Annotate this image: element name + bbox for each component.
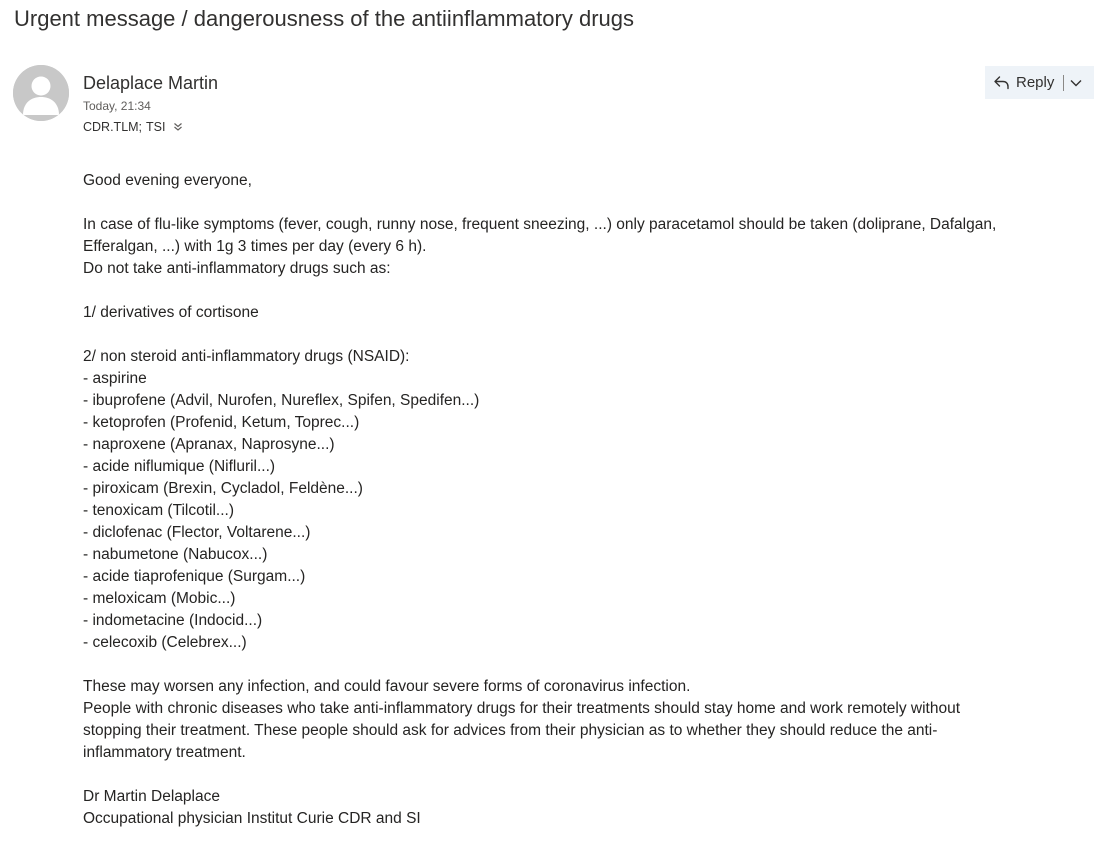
reply-arrow-icon <box>993 75 1010 90</box>
reply-button-group <box>985 66 1094 99</box>
sent-timestamp: Today, 21:34 <box>83 99 151 113</box>
message-body <box>83 170 1088 830</box>
drug-list-item: - acide niflumique (Nifluril...) <box>83 458 276 475</box>
drug-list-item: - ketoprofen (Profenid, Ketum, Toprec...) <box>83 414 360 431</box>
greeting: Good evening everyone, <box>83 172 252 189</box>
reply-options-button[interactable] <box>1070 66 1082 99</box>
drug-list-item: - indometacine (Indocid...) <box>83 612 263 629</box>
body-line: In case of flu-like symptoms (fever, cough, runny nose, frequent sneezing, ...) only paracetamol should be taken (doliprane, Dafalgan, <box>83 216 997 233</box>
sender-name[interactable]: Delaplace Martin <box>83 73 219 93</box>
chevron-double-down-icon[interactable] <box>173 122 183 132</box>
sender-avatar[interactable] <box>13 65 69 121</box>
drug-list-item: - aspirine <box>83 370 147 387</box>
body-line: People with chronic diseases who take anti-inflammatory drugs for their treatments should stay home and work remotely without <box>83 700 961 717</box>
reply-button[interactable] <box>985 66 1054 99</box>
body-line: Do not take anti-inflammatory drugs such as: <box>83 260 391 277</box>
drug-list-item: - acide tiaprofenique (Surgam...) <box>83 568 306 585</box>
body-line: inflammatory treatment. <box>83 744 246 761</box>
chevron-down-icon <box>1070 74 1082 91</box>
body-line: These may worsen any infection, and could favour severe forms of coronavirus infection. <box>83 678 691 695</box>
recipient[interactable]: TSI <box>146 120 166 134</box>
drug-list-item: - nabumetone (Nabucox...) <box>83 546 268 563</box>
person-icon <box>13 65 69 121</box>
body-line: stopping their treatment. These people should ask for advices from their physician as to whether they should reduce the anti- <box>83 722 938 739</box>
reply-divider <box>1063 75 1064 91</box>
signature-title: Occupational physician Institut Curie CDR and SI <box>83 810 421 827</box>
recipient[interactable]: CDR.TLM; <box>83 120 143 134</box>
signature-name: Dr Martin Delaplace <box>83 788 220 805</box>
drug-list-item: - tenoxicam (Tilcotil...) <box>83 502 235 519</box>
section-heading: 2/ non steroid anti-inflammatory drugs (NSAID): <box>83 348 410 365</box>
drug-list-item: - celecoxib (Celebrex...) <box>83 634 247 651</box>
reply-label: Reply <box>1016 74 1055 91</box>
drug-list-item: - ibuprofene (Advil, Nurofen, Nureflex, Spifen, Spedifen...) <box>83 392 480 409</box>
section-heading: 1/ derivatives of cortisone <box>83 304 259 321</box>
body-line: Efferalgan, ...) with 1g 3 times per day (every 6 h). <box>83 238 427 255</box>
recipients-line <box>83 118 183 136</box>
drug-list-item: - piroxicam (Brexin, Cycladol, Feldène...) <box>83 480 363 497</box>
drug-list-item: - naproxene (Apranax, Naprosyne...) <box>83 436 335 453</box>
drug-list-item: - diclofenac (Flector, Voltarene...) <box>83 524 311 541</box>
drug-list-item: - meloxicam (Mobic...) <box>83 590 236 607</box>
email-subject: Urgent message / dangerousness of the antiinflammatory drugs <box>14 6 634 31</box>
